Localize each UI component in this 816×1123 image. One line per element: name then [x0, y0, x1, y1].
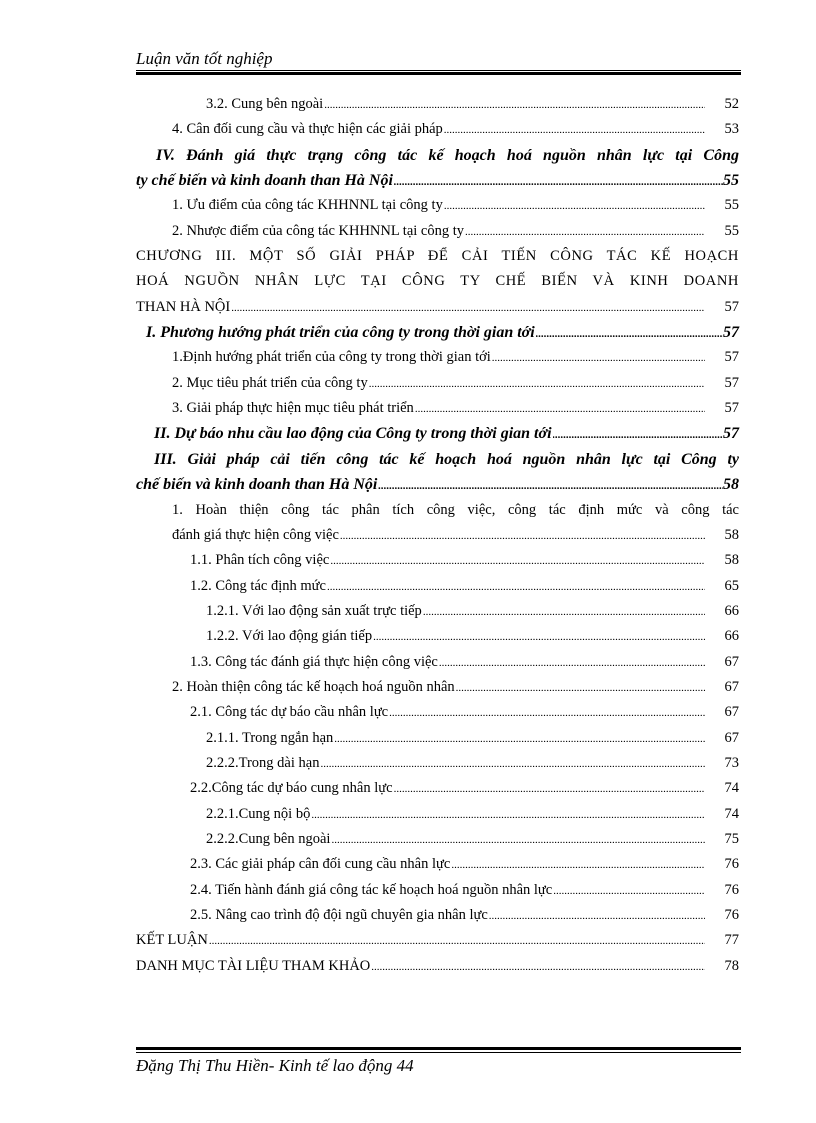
toc-leader-dots — [373, 625, 705, 650]
toc-leader-dots — [489, 904, 705, 929]
toc-entry[interactable] — [136, 827, 739, 852]
toc-entry-title: 2.5. Nâng cao trình độ đội ngũ chuyên gia nhân lực — [190, 907, 488, 923]
toc-section-heading[interactable] — [136, 143, 739, 168]
toc-entry-page: 78 — [724, 957, 739, 974]
toc-leader-dots — [465, 220, 705, 245]
toc-entry-title: 2.4. Tiến hành đánh giá công tác kế hoạch hoá nguồn nhân lực — [190, 881, 553, 898]
table-of-contents — [136, 92, 739, 979]
toc-entry-title: 2.2.1.Cung nội bộ — [206, 805, 311, 822]
toc-entry-title: 3. Giải pháp thực hiện mục tiêu phát triển — [172, 400, 414, 417]
toc-entry[interactable] — [136, 802, 739, 827]
toc-entry-title: chế biến và kinh doanh than Hà Nội — [136, 476, 378, 494]
toc-entry[interactable] — [136, 928, 739, 953]
toc-entry-page: 67 — [724, 704, 739, 721]
toc-chapter-heading[interactable] — [136, 244, 739, 269]
toc-entry[interactable] — [136, 675, 739, 700]
toc-leader-dots — [378, 474, 723, 499]
toc-leader-dots — [492, 346, 705, 371]
toc-leader-dots — [389, 701, 705, 726]
toc-entry[interactable] — [136, 92, 739, 117]
toc-entry-title-line1: IV. Đánh giá thực trạng công tác kế hoạch hoá nguồn nhân lực tại Công — [156, 146, 739, 164]
toc-leader-dots — [415, 397, 705, 422]
toc-leader-dots — [209, 929, 705, 954]
toc-entry[interactable] — [136, 117, 739, 142]
toc-entry-title: 1.2. Công tác định mức — [190, 577, 326, 594]
toc-leader-dots — [553, 423, 723, 448]
toc-leader-dots — [231, 296, 705, 321]
toc-entry-title: 1.3. Công tác đánh giá thực hiện công việc — [190, 653, 438, 670]
toc-leader-dots — [371, 955, 705, 980]
toc-entry[interactable] — [136, 193, 739, 218]
toc-leader-dots — [444, 194, 705, 219]
toc-entry[interactable] — [136, 751, 739, 776]
toc-entry-page: 66 — [724, 602, 739, 619]
toc-entry-title: 1.Định hướng phát triển của công ty trong thời gian tới — [172, 349, 491, 366]
toc-entry-page: 67 — [724, 653, 739, 670]
toc-entry-page: 67 — [724, 729, 739, 746]
toc-entry[interactable] — [136, 295, 739, 320]
toc-entry-page: 58 — [724, 552, 739, 569]
toc-entry[interactable] — [136, 878, 739, 903]
toc-entry-page: 67 — [724, 678, 739, 695]
toc-entry-page: 73 — [724, 754, 739, 771]
toc-entry-title: ty chế biến và kinh doanh than Hà Nội — [136, 172, 393, 190]
toc-entry-page: 52 — [724, 96, 739, 112]
toc-leader-dots — [451, 853, 705, 878]
toc-entry[interactable] — [136, 345, 739, 370]
toc-leader-dots — [327, 575, 705, 600]
toc-entry-page: 57 — [723, 425, 739, 443]
toc-entry-page: 57 — [724, 400, 739, 417]
toc-entry-page: 65 — [724, 577, 739, 594]
toc-entry[interactable] — [136, 421, 739, 446]
toc-entry[interactable] — [136, 396, 739, 421]
toc-entry-page: 57 — [723, 324, 739, 342]
footer-rule-thin — [136, 1052, 741, 1053]
toc-entry[interactable] — [136, 954, 739, 979]
toc-section-heading[interactable] — [136, 447, 739, 472]
header-rule-thick — [136, 72, 741, 75]
toc-leader-dots — [369, 372, 705, 397]
toc-entry-title: THAN HÀ NỘI — [136, 298, 231, 315]
toc-entry-title: 1.1. Phân tích công việc — [190, 552, 330, 569]
toc-entry-title: 2. Mục tiêu phát triển của công ty — [172, 374, 368, 391]
toc-leader-dots — [553, 879, 705, 904]
toc-leader-dots — [456, 676, 705, 701]
toc-leader-dots — [320, 752, 705, 777]
toc-entry[interactable] — [136, 852, 739, 877]
toc-entry-title: 2.2.2.Trong dài hạn — [206, 754, 320, 771]
toc-entry-page: 66 — [724, 628, 739, 645]
toc-entry-page: 53 — [724, 121, 739, 138]
toc-leader-dots — [444, 118, 705, 143]
toc-entry[interactable] — [136, 320, 739, 345]
toc-chapter-line2: HOÁ NGUỒN NHÂN LỰC TẠI CÔNG TY CHẾ BIẾN VÀ KINH DOANH — [136, 273, 739, 290]
toc-entry-title-line1: III. Giải pháp cải tiến công tác kế hoạch hoá nguồn nhân lực tại Công ty — [154, 450, 739, 468]
toc-leader-dots — [311, 803, 705, 828]
toc-entry-title: 2.3. Các giải pháp cân đối cung cầu nhân lực — [190, 856, 451, 873]
toc-entry-title: DANH MỤC TÀI LIỆU THAM KHẢO — [136, 957, 371, 974]
toc-entry-title-line1: 1. Hoàn thiện công tác phân tích công việc, công tác định mức và công tác — [172, 501, 739, 518]
toc-entry[interactable] — [136, 599, 739, 624]
toc-entry-title: II. Dự báo nhu cầu lao động của Công ty trong thời gian tới — [154, 425, 552, 443]
toc-entry-page: 74 — [724, 805, 739, 822]
toc-entry-page: 58 — [723, 476, 739, 494]
page-footer-author: Đặng Thị Thu Hiền- Kinh tế lao động 44 — [136, 1056, 414, 1075]
toc-entry-title: 2.2.Công tác dự báo cung nhân lực — [190, 780, 393, 797]
toc-entry[interactable] — [136, 472, 739, 497]
toc-entry[interactable] — [136, 574, 739, 599]
toc-chapter-line1: CHƯƠNG III. MỘT SỐ GIẢI PHÁP ĐỂ CẢI TIẾN CÔNG TÁC KẾ HOẠCH — [136, 248, 739, 265]
toc-entry-page: 55 — [724, 197, 739, 214]
toc-entry[interactable] — [136, 523, 739, 548]
toc-entry-title: 2.2.2.Cung bên ngoài — [206, 830, 331, 847]
toc-chapter-heading[interactable] — [136, 269, 739, 294]
page-header-title: Luận văn tốt nghiệp — [136, 49, 273, 68]
toc-entry-title: 3.2. Cung bên ngoài — [206, 96, 324, 112]
toc-entry-title: I. Phương hướng phát triển của công ty trong thời gian tới — [146, 324, 535, 342]
toc-leader-dots — [334, 727, 705, 752]
toc-entry-page: 57 — [724, 349, 739, 366]
toc-entry[interactable] — [136, 700, 739, 725]
toc-entry-title: 2.1.1. Trong ngắn hạn — [206, 729, 334, 746]
toc-entry-title: 1. Ưu điểm của công tác KHHNNL tại công ty — [172, 197, 443, 214]
toc-entry-page: 58 — [724, 526, 739, 543]
toc-entry-page: 76 — [724, 856, 739, 873]
toc-entry[interactable] — [136, 726, 739, 751]
toc-entry[interactable] — [136, 650, 739, 675]
toc-entry-page: 57 — [724, 374, 739, 391]
toc-entry-title: 2. Nhược điểm của công tác KHHNNL tại công ty — [172, 222, 465, 239]
toc-entry-page: 77 — [724, 932, 739, 949]
toc-entry-page: 76 — [724, 881, 739, 898]
toc-entry[interactable] — [136, 624, 739, 649]
toc-entry[interactable] — [136, 548, 739, 573]
toc-entry-heading[interactable] — [136, 498, 739, 523]
toc-entry-title: 4. Cân đối cung cầu và thực hiện các giải pháp — [172, 121, 443, 138]
toc-entry-title: KẾT LUẬN — [136, 932, 208, 949]
toc-entry[interactable] — [136, 371, 739, 396]
toc-leader-dots — [331, 828, 705, 853]
toc-entry-page: 57 — [724, 298, 739, 315]
header-rule-thin — [136, 70, 741, 71]
toc-entry-page: 76 — [724, 907, 739, 923]
toc-leader-dots — [340, 524, 705, 549]
toc-entry-page: 55 — [724, 222, 739, 239]
toc-entry-title: 1.2.2. Với lao động gián tiếp — [206, 628, 373, 645]
toc-leader-dots — [536, 322, 723, 347]
toc-entry-title: 2.1. Công tác dự báo cầu nhân lực — [190, 704, 389, 721]
toc-leader-dots — [394, 170, 723, 195]
toc-leader-dots — [324, 93, 705, 118]
toc-leader-dots — [439, 651, 705, 676]
toc-entry[interactable] — [136, 776, 739, 801]
toc-entry-title: đánh giá thực hiện công việc — [172, 526, 339, 543]
toc-entry[interactable] — [136, 219, 739, 244]
toc-leader-dots — [423, 600, 705, 625]
toc-leader-dots — [330, 549, 705, 574]
footer-rule-thick — [136, 1047, 741, 1050]
toc-entry-page: 55 — [723, 172, 739, 190]
toc-entry-title: 1.2.1. Với lao động sản xuất trực tiếp — [206, 602, 422, 619]
toc-entry-title: 2. Hoàn thiện công tác kế hoạch hoá nguồn nhân — [172, 678, 455, 695]
toc-entry-page: 74 — [724, 780, 739, 797]
toc-entry[interactable] — [136, 903, 739, 928]
toc-entry[interactable] — [136, 168, 739, 193]
toc-leader-dots — [394, 777, 705, 802]
toc-entry-page: 75 — [724, 830, 739, 847]
